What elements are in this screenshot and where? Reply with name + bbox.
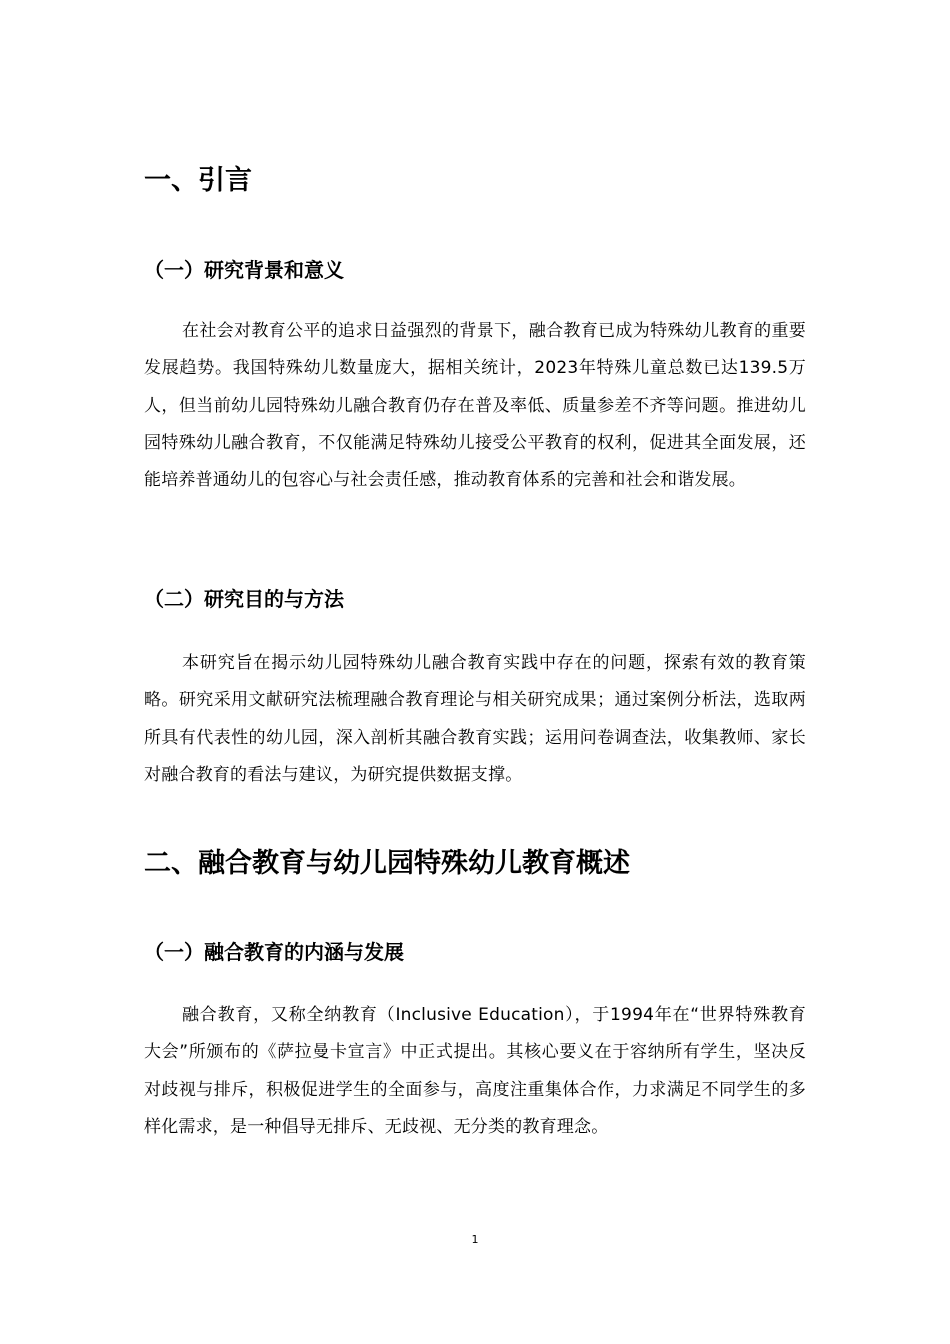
paragraph-background: 在社会对教育公平的追求日益强烈的背景下，融合教育已成为特殊幼儿教育的重要发展趋势。我国特殊幼儿数量庞大，据相关统计，2023年特殊儿童总数已达139.5万人，但当前幼儿园特殊幼儿融合教育仍存在普及率低、质量参差不齐等问题。推进幼儿园特殊幼儿融合教育，不仅能满足特殊幼儿接受公平教育的权利，促进其全面发展，还能培养普通幼儿的包容心与社会责任感，推动教育体系的完善和社会和谐发展。: [144, 321, 806, 491]
section-heading-introduction: 一、引言: [144, 165, 252, 196]
paragraph-purpose-method: 本研究旨在揭示幼儿园特殊幼儿融合教育实践中存在的问题，探索有效的教育策略。研究采用文献研究法梳理融合教育理论与相关研究成果；通过案例分析法，选取两所具有代表性的幼儿园，深入剖析其融合教育实践；运用问卷调查法，收集教师、家长对融合教育的看法与建议，为研究提供数据支撑。: [144, 653, 806, 785]
subsection-heading-inclusive-education: （一）融合教育的内涵与发展: [144, 940, 404, 964]
subsection-heading-purpose-method: （二）研究目的与方法: [144, 587, 344, 611]
subsection-heading-background: （一）研究背景和意义: [144, 258, 344, 282]
paragraph-inclusive-education: 融合教育，又称全纳教育（Inclusive Education），于1994年在“世界特殊教育大会”所颁布的《萨拉曼卡宣言》中正式提出。其核心要义在于容纳所有学生，坚决反对歧视与排斥，积极促进学生的全面参与，高度注重集体合作，力求满足不同学生的多样化需求，是一种倡导无排斥、无歧视、无分类的教育理念。: [144, 1005, 806, 1137]
page-number: 1: [471, 1233, 479, 1246]
section-heading-overview: 二、融合教育与幼儿园特殊幼儿教育概述: [144, 848, 630, 879]
